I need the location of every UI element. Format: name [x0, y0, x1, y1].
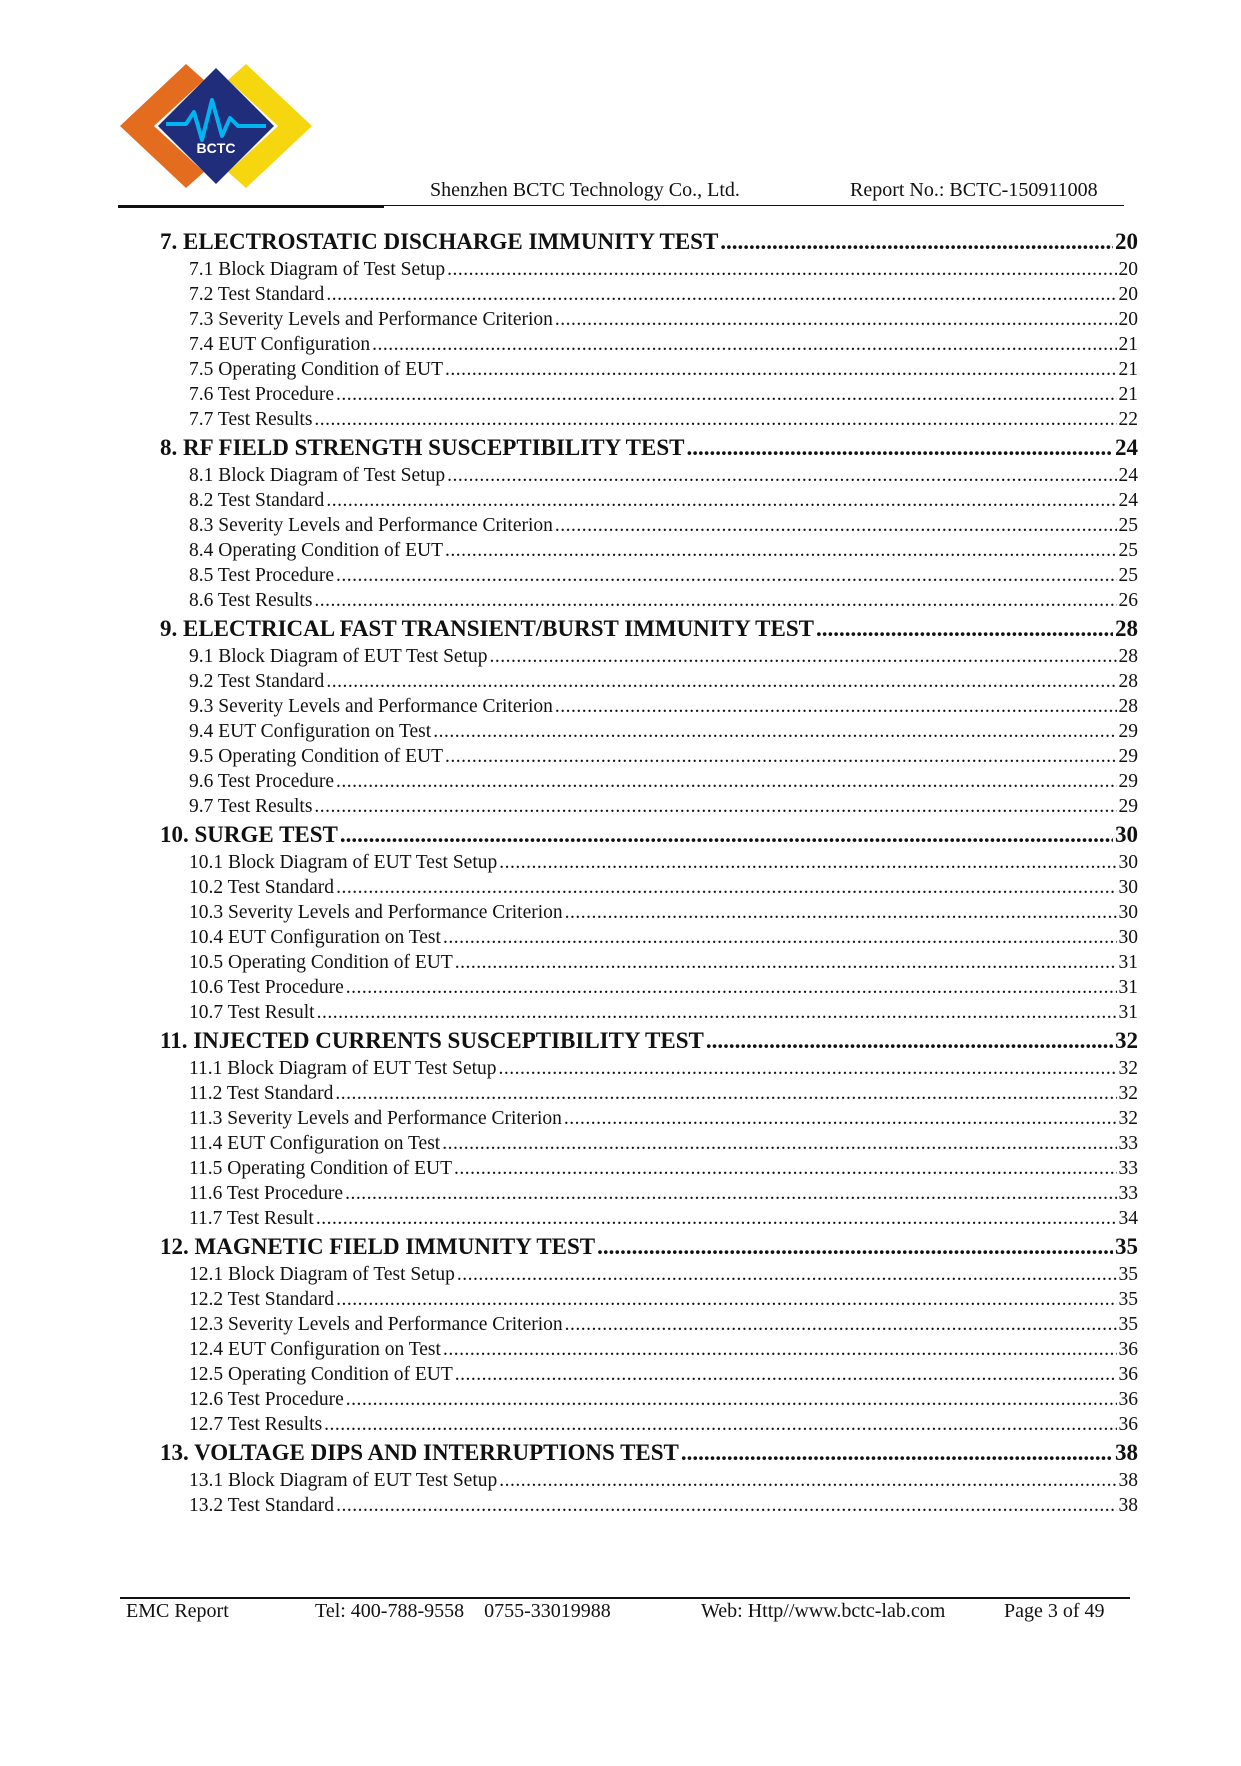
toc-page-number: 24 [1115, 435, 1138, 460]
toc-subsection-entry[interactable] [160, 925, 1138, 950]
toc-page-number: 35 [1115, 1234, 1138, 1259]
toc-entry-title: 7.4 EUT Configuration [189, 334, 371, 355]
toc-dot-leader [454, 1156, 1116, 1181]
toc-dot-leader [455, 1362, 1117, 1387]
toc-page-number: 32 [1118, 1108, 1138, 1129]
toc-page-number: 30 [1118, 852, 1138, 873]
toc-dot-leader [499, 1056, 1117, 1081]
toc-page-number: 29 [1118, 771, 1138, 792]
toc-subsection-entry[interactable] [160, 307, 1138, 332]
toc-subsection-entry[interactable] [160, 769, 1138, 794]
toc-dot-leader [314, 588, 1116, 613]
toc-page-number: 28 [1118, 696, 1138, 717]
toc-entry-title: 9.6 Test Procedure [189, 771, 335, 792]
toc-dot-leader [816, 613, 1113, 644]
header-report-number: Report No.: BCTC-150911008 [850, 179, 1098, 201]
toc-page-number: 20 [1118, 309, 1138, 330]
toc-page-number: 33 [1118, 1158, 1138, 1179]
toc-page-number: 28 [1118, 646, 1138, 667]
toc-dot-leader [565, 900, 1117, 925]
toc-entry-title: 12.3 Severity Levels and Performance Criterion [189, 1314, 563, 1335]
toc-entry-title: 8.5 Test Procedure [189, 565, 335, 586]
toc-dot-leader [499, 1468, 1116, 1493]
toc-subsection-entry[interactable] [160, 1493, 1138, 1518]
toc-chapter-entry[interactable] [160, 1437, 1138, 1468]
toc-subsection-entry[interactable] [160, 563, 1138, 588]
bctc-logo-graphic [116, 60, 316, 192]
toc-entry-title: 9.7 Test Results [189, 796, 313, 817]
toc-dot-leader [490, 644, 1117, 669]
toc-dot-leader [345, 1181, 1116, 1206]
toc-dot-leader [499, 850, 1116, 875]
toc-entry-title: 9.5 Operating Condition of EUT [189, 746, 444, 767]
toc-subsection-entry[interactable] [160, 513, 1138, 538]
toc-dot-leader [314, 794, 1116, 819]
toc-subsection-entry[interactable] [160, 1131, 1138, 1156]
toc-entry-title: 10.5 Operating Condition of EUT [189, 952, 453, 973]
logo-text: BCTC [196, 140, 236, 156]
toc-chapter-entry[interactable] [160, 432, 1138, 463]
toc-page-number: 30 [1118, 902, 1138, 923]
toc-entry-title: 12.5 Operating Condition of EUT [189, 1364, 453, 1385]
toc-subsection-entry[interactable] [160, 357, 1138, 382]
toc-page-number: 36 [1118, 1339, 1138, 1360]
toc-page-number: 25 [1118, 565, 1138, 586]
toc-page-number: 36 [1118, 1414, 1138, 1435]
toc-section [160, 1437, 1138, 1518]
toc-page-number: 31 [1118, 977, 1138, 998]
toc-subsection-entry[interactable] [160, 744, 1138, 769]
toc-subsection-entry[interactable] [160, 669, 1138, 694]
toc-dot-leader [445, 357, 1116, 382]
toc-subsection-entry[interactable] [160, 1000, 1138, 1025]
toc-dot-leader [555, 513, 1117, 538]
toc-entry-title: 8.4 Operating Condition of EUT [189, 540, 444, 561]
toc-page-number: 29 [1118, 796, 1138, 817]
toc-section [160, 1231, 1138, 1437]
toc-dot-leader [686, 432, 1113, 463]
toc-subsection-entry[interactable] [160, 282, 1138, 307]
toc-page-number: 38 [1118, 1470, 1138, 1491]
toc-subsection-entry[interactable] [160, 644, 1138, 669]
footer-report-type: EMC Report [126, 1600, 229, 1622]
toc-entry-title: 11.4 EUT Configuration on Test [189, 1133, 441, 1154]
toc-entry-title: 7.3 Severity Levels and Performance Criterion [189, 309, 553, 330]
toc-entry-title: 12.6 Test Procedure [189, 1389, 344, 1410]
toc-dot-leader [316, 1206, 1117, 1231]
toc-entry-title: 10. SURGE TEST [160, 822, 338, 847]
toc-chapter-entry[interactable] [160, 613, 1138, 644]
toc-page-number: 36 [1118, 1389, 1138, 1410]
toc-entry-title: 11.5 Operating Condition of EUT [189, 1158, 453, 1179]
toc-subsection-entry[interactable] [160, 1181, 1138, 1206]
toc-entry-title: 13.1 Block Diagram of EUT Test Setup [189, 1470, 498, 1491]
toc-subsection-entry[interactable] [160, 407, 1138, 432]
toc-dot-leader [336, 875, 1116, 900]
footer-page-number: Page 3 of 49 [1004, 1600, 1105, 1622]
toc-entry-title: 8. RF FIELD STRENGTH SUSCEPTIBILITY TEST [160, 435, 685, 460]
footer-rule [120, 1597, 1130, 1599]
toc-entry-title: 12.4 EUT Configuration on Test [189, 1339, 441, 1360]
toc-entry-title: 9.2 Test Standard [189, 671, 325, 692]
toc-page-number: 32 [1118, 1083, 1138, 1104]
toc-entry-title: 7.6 Test Procedure [189, 384, 335, 405]
toc-subsection-entry[interactable] [160, 719, 1138, 744]
toc-entry-title: 8.3 Severity Levels and Performance Criterion [189, 515, 553, 536]
toc-page-number: 35 [1118, 1289, 1138, 1310]
toc-subsection-entry[interactable] [160, 1106, 1138, 1131]
toc-dot-leader [340, 819, 1113, 850]
toc-section [160, 432, 1138, 613]
toc-page-number: 24 [1118, 465, 1138, 486]
toc-page-number: 25 [1118, 515, 1138, 536]
toc-subsection-entry[interactable] [160, 1387, 1138, 1412]
toc-dot-leader [706, 1025, 1113, 1056]
header-rule-thin [384, 205, 1124, 206]
toc-page-number: 20 [1118, 284, 1138, 305]
toc-subsection-entry[interactable] [160, 588, 1138, 613]
toc-dot-leader [597, 1231, 1113, 1262]
toc-page-number: 30 [1118, 877, 1138, 898]
footer-website: Web: Http//www.bctc-lab.com [701, 1600, 946, 1622]
toc-entry-title: 12.7 Test Results [189, 1414, 323, 1435]
toc-entry-title: 9.1 Block Diagram of EUT Test Setup [189, 646, 488, 667]
toc-page-number: 21 [1118, 334, 1138, 355]
toc-subsection-entry[interactable] [160, 900, 1138, 925]
toc-page-number: 32 [1115, 1028, 1138, 1053]
toc-page-number: 35 [1118, 1314, 1138, 1335]
toc-dot-leader [335, 1081, 1116, 1106]
toc-dot-leader [445, 538, 1116, 563]
toc-page-number: 33 [1118, 1133, 1138, 1154]
toc-dot-leader [457, 1262, 1117, 1287]
toc-dot-leader [324, 1412, 1116, 1437]
toc-entry-title: 11.1 Block Diagram of EUT Test Setup [189, 1058, 497, 1079]
toc-entry-title: 7.5 Operating Condition of EUT [189, 359, 444, 380]
toc-chapter-entry[interactable] [160, 1231, 1138, 1262]
toc-entry-title: 7.7 Test Results [189, 409, 313, 430]
toc-subsection-entry[interactable] [160, 1468, 1138, 1493]
footer-telephone: Tel: 400-788-9558 0755-33019988 [315, 1600, 611, 1622]
toc-page-number: 38 [1115, 1440, 1138, 1465]
toc-subsection-entry[interactable] [160, 1362, 1138, 1387]
toc-page-number: 28 [1115, 616, 1138, 641]
toc-entry-title: 11.7 Test Result [189, 1208, 314, 1229]
toc-dot-leader [555, 694, 1117, 719]
toc-entry-title: 11.6 Test Procedure [189, 1183, 344, 1204]
toc-chapter-entry[interactable] [160, 226, 1138, 257]
toc-dot-leader [346, 1387, 1117, 1412]
toc-page-number: 20 [1115, 229, 1138, 254]
toc-chapter-entry[interactable] [160, 1025, 1138, 1056]
toc-section [160, 819, 1138, 1025]
toc-dot-leader [681, 1437, 1113, 1468]
toc-subsection-entry[interactable] [160, 463, 1138, 488]
toc-subsection-entry[interactable] [160, 794, 1138, 819]
toc-dot-leader [445, 744, 1116, 769]
toc-dot-leader [314, 407, 1116, 432]
toc-subsection-entry[interactable] [160, 1262, 1138, 1287]
toc-dot-leader [336, 563, 1116, 588]
toc-entry-title: 8.1 Block Diagram of Test Setup [189, 465, 446, 486]
toc-page-number: 28 [1118, 671, 1138, 692]
toc-subsection-entry[interactable] [160, 1081, 1138, 1106]
toc-page-number: 24 [1118, 490, 1138, 511]
toc-page-number: 29 [1118, 721, 1138, 742]
toc-dot-leader [326, 669, 1116, 694]
toc-subsection-entry[interactable] [160, 1337, 1138, 1362]
toc-subsection-entry[interactable] [160, 850, 1138, 875]
toc-entry-title: 10.6 Test Procedure [189, 977, 344, 998]
toc-dot-leader [455, 950, 1117, 975]
toc-dot-leader [555, 307, 1117, 332]
toc-subsection-entry[interactable] [160, 1312, 1138, 1337]
toc-dot-leader [564, 1106, 1117, 1131]
toc-subsection-entry[interactable] [160, 1412, 1138, 1437]
toc-entry-title: 13. VOLTAGE DIPS AND INTERRUPTIONS TEST [160, 1440, 679, 1465]
toc-entry-title: 12. MAGNETIC FIELD IMMUNITY TEST [160, 1234, 596, 1259]
toc-page-number: 21 [1118, 384, 1138, 405]
toc-entry-title: 7. ELECTROSTATIC DISCHARGE IMMUNITY TEST [160, 229, 719, 254]
toc-page-number: 30 [1118, 927, 1138, 948]
toc-subsection-entry[interactable] [160, 875, 1138, 900]
toc-subsection-entry[interactable] [160, 257, 1138, 282]
toc-page-number: 34 [1118, 1208, 1138, 1229]
toc-entry-title: 10.3 Severity Levels and Performance Criterion [189, 902, 563, 923]
toc-page-number: 20 [1118, 259, 1138, 280]
toc-page-number: 25 [1118, 540, 1138, 561]
toc-page-number: 26 [1118, 590, 1138, 611]
toc-entry-title: 10.1 Block Diagram of EUT Test Setup [189, 852, 498, 873]
toc-page-number: 35 [1118, 1264, 1138, 1285]
toc-page-number: 32 [1118, 1058, 1138, 1079]
toc-dot-leader [433, 719, 1116, 744]
toc-entry-title: 8.6 Test Results [189, 590, 313, 611]
toc-page-number: 21 [1118, 359, 1138, 380]
toc-section [160, 1025, 1138, 1231]
toc-subsection-entry[interactable] [160, 950, 1138, 975]
toc-subsection-entry[interactable] [160, 1156, 1138, 1181]
toc-dot-leader [443, 925, 1117, 950]
toc-dot-leader [447, 257, 1116, 282]
toc-page-number: 31 [1118, 952, 1138, 973]
toc-chapter-entry[interactable] [160, 819, 1138, 850]
toc-section [160, 613, 1138, 819]
toc-dot-leader [372, 332, 1116, 357]
header-company: Shenzhen BCTC Technology Co., Ltd. [430, 179, 740, 201]
header-rule-thick [118, 205, 384, 208]
toc-dot-leader [317, 1000, 1117, 1025]
toc-page-number: 33 [1118, 1183, 1138, 1204]
toc-entry-title: 13.2 Test Standard [189, 1495, 335, 1516]
toc-subsection-entry[interactable] [160, 1287, 1138, 1312]
toc-entry-title: 10.2 Test Standard [189, 877, 335, 898]
bctc-logo [116, 60, 316, 192]
toc-dot-leader [336, 769, 1116, 794]
toc-entry-title: 12.1 Block Diagram of Test Setup [189, 1264, 455, 1285]
toc-dot-leader [565, 1312, 1117, 1337]
toc-subsection-entry[interactable] [160, 488, 1138, 513]
toc-page-number: 31 [1118, 1002, 1138, 1023]
toc-page-number: 36 [1118, 1364, 1138, 1385]
toc-entry-title: 12.2 Test Standard [189, 1289, 335, 1310]
toc-dot-leader [336, 382, 1116, 407]
toc-dot-leader [442, 1131, 1116, 1156]
toc-subsection-entry[interactable] [160, 975, 1138, 1000]
toc-entry-title: 11.3 Severity Levels and Performance Criterion [189, 1108, 562, 1129]
toc-subsection-entry[interactable] [160, 694, 1138, 719]
toc-entry-title: 7.1 Block Diagram of Test Setup [189, 259, 446, 280]
toc-subsection-entry[interactable] [160, 1206, 1138, 1231]
toc-page-number: 38 [1118, 1495, 1138, 1516]
toc-section [160, 226, 1138, 432]
toc-dot-leader [720, 226, 1113, 257]
toc-entry-title: 7.2 Test Standard [189, 284, 325, 305]
toc-entry-title: 11. INJECTED CURRENTS SUSCEPTIBILITY TEST [160, 1028, 704, 1053]
toc-page-number: 29 [1118, 746, 1138, 767]
toc-dot-leader [336, 1287, 1116, 1312]
toc-subsection-entry[interactable] [160, 1056, 1138, 1081]
toc-entry-title: 8.2 Test Standard [189, 490, 325, 511]
toc-dot-leader [326, 282, 1116, 307]
toc-dot-leader [326, 488, 1116, 513]
toc-subsection-entry[interactable] [160, 382, 1138, 407]
toc-dot-leader [336, 1493, 1116, 1518]
toc-entry-title: 9. ELECTRICAL FAST TRANSIENT/BURST IMMUNITY TEST [160, 616, 814, 641]
toc-dot-leader [447, 463, 1116, 488]
toc-entry-title: 10.7 Test Result [189, 1002, 315, 1023]
toc-dot-leader [443, 1337, 1117, 1362]
table-of-contents [160, 226, 1138, 1518]
toc-page-number: 22 [1118, 409, 1138, 430]
toc-subsection-entry[interactable] [160, 332, 1138, 357]
toc-entry-title: 9.3 Severity Levels and Performance Criterion [189, 696, 553, 717]
toc-entry-title: 9.4 EUT Configuration on Test [189, 721, 432, 742]
toc-subsection-entry[interactable] [160, 538, 1138, 563]
toc-entry-title: 10.4 EUT Configuration on Test [189, 927, 441, 948]
toc-entry-title: 11.2 Test Standard [189, 1083, 334, 1104]
toc-page-number: 30 [1115, 822, 1138, 847]
toc-dot-leader [346, 975, 1117, 1000]
